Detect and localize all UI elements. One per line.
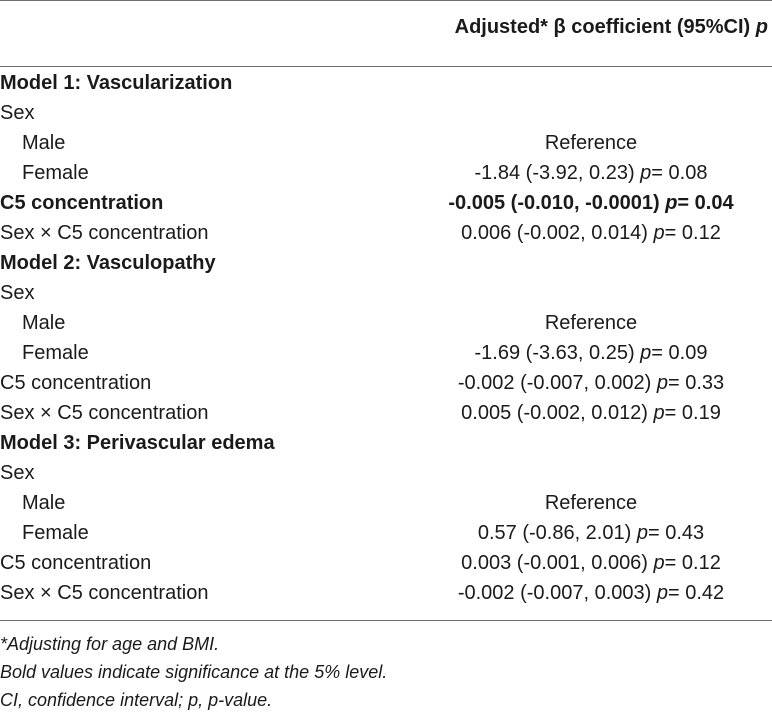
- row-value: [400, 368, 772, 398]
- row-label: Model 1: Vascularization: [0, 72, 233, 94]
- row-label: Female: [22, 522, 89, 544]
- table-row: [0, 68, 772, 98]
- coefficient-value: -1.84 (-3.92, 0.23): [474, 162, 635, 184]
- row-value: [400, 128, 772, 158]
- row-value: [400, 308, 772, 338]
- p-value: = 0.09: [651, 342, 708, 364]
- table-row: [0, 188, 772, 218]
- table-row: [0, 518, 772, 548]
- table-row: [0, 218, 772, 248]
- coefficient-value: Reference: [544, 492, 638, 514]
- row-label: Sex × C5 concentration: [0, 222, 209, 244]
- p-value: = 0.19: [664, 402, 721, 424]
- row-value: [400, 548, 772, 578]
- row-value: [400, 488, 772, 518]
- p-symbol: p: [653, 552, 665, 574]
- row-value: [400, 578, 772, 608]
- coefficient-value: -1.69 (-3.63, 0.25): [474, 342, 635, 364]
- column-header-p: p: [755, 16, 768, 38]
- p-value: = 0.08: [651, 162, 708, 184]
- coefficient-value: -0.002 (-0.007, 0.002): [457, 372, 652, 394]
- row-value: [400, 158, 772, 188]
- row-label: Model 2: Vasculopathy: [0, 252, 216, 274]
- table-row: [0, 488, 772, 518]
- table-top-rule: [0, 0, 772, 1]
- p-symbol: p: [653, 222, 665, 244]
- table-row: [0, 548, 772, 578]
- table-row: [0, 368, 772, 398]
- coefficient-value: Reference: [544, 132, 638, 154]
- table-row: [0, 308, 772, 338]
- row-label: Male: [22, 312, 66, 334]
- table-row: [0, 278, 772, 308]
- row-label: C5 concentration: [0, 552, 152, 574]
- row-label: Sex: [0, 102, 35, 124]
- footnote-adjustment: *Adjusting for age and BMI.: [0, 634, 220, 654]
- coefficient-value: 0.006 (-0.002, 0.014): [461, 222, 648, 244]
- table-row: [0, 578, 772, 608]
- row-value: [400, 398, 772, 428]
- p-symbol: p: [656, 372, 668, 394]
- header-divider-rule: [0, 66, 772, 67]
- p-value: = 0.43: [647, 522, 705, 544]
- table-row: [0, 158, 772, 188]
- table-row: [0, 428, 772, 458]
- row-value: [400, 218, 772, 248]
- table-footnotes: [0, 630, 772, 714]
- table-row: [0, 128, 772, 158]
- table-row: [0, 458, 772, 488]
- row-label: Sex × C5 concentration: [0, 582, 209, 604]
- p-value: = 0.33: [667, 372, 725, 394]
- table-row: [0, 248, 772, 278]
- p-value: = 0.12: [664, 222, 721, 244]
- p-value: = 0.42: [667, 582, 725, 604]
- row-label: Sex: [0, 462, 35, 484]
- row-label: Female: [22, 342, 89, 364]
- footnote-abbreviations: CI, confidence interval; p, p-value.: [0, 690, 273, 710]
- row-label: Model 3: Perivascular edema: [0, 432, 275, 454]
- footnote-bold-meaning: Bold values indicate significance at the 5% level.: [0, 662, 388, 682]
- coefficient-value: Reference: [544, 312, 638, 334]
- row-label: Sex × C5 concentration: [0, 402, 209, 424]
- p-symbol: p: [636, 522, 648, 544]
- coefficient-value: -0.005 (-0.010, -0.0001): [448, 192, 660, 214]
- coefficient-value: 0.57 (-0.86, 2.01): [477, 522, 632, 544]
- row-value: [400, 188, 772, 218]
- column-header: [455, 16, 768, 39]
- table-row: [0, 338, 772, 368]
- row-label: Female: [22, 162, 89, 184]
- table-bottom-rule: [0, 620, 772, 621]
- p-value: = 0.12: [664, 552, 721, 574]
- row-value: [400, 338, 772, 368]
- p-symbol: p: [640, 342, 652, 364]
- row-label: Male: [22, 132, 66, 154]
- coefficient-value: -0.002 (-0.007, 0.003): [457, 582, 652, 604]
- column-header-title: Adjusted* β coefficient (95%CI): [454, 16, 751, 38]
- coefficient-value: 0.005 (-0.002, 0.012): [461, 402, 648, 424]
- row-value: [400, 518, 772, 548]
- row-label: C5 concentration: [0, 372, 152, 394]
- row-label: C5 concentration: [0, 192, 164, 214]
- p-symbol: p: [653, 402, 665, 424]
- coefficient-value: 0.003 (-0.001, 0.006): [461, 552, 648, 574]
- p-symbol: p: [640, 162, 652, 184]
- p-value: = 0.04: [677, 192, 734, 214]
- row-label: Sex: [0, 282, 35, 304]
- p-symbol: p: [656, 582, 668, 604]
- table-row: [0, 98, 772, 128]
- table-row: [0, 398, 772, 428]
- p-symbol: p: [665, 192, 678, 214]
- row-label: Male: [22, 492, 66, 514]
